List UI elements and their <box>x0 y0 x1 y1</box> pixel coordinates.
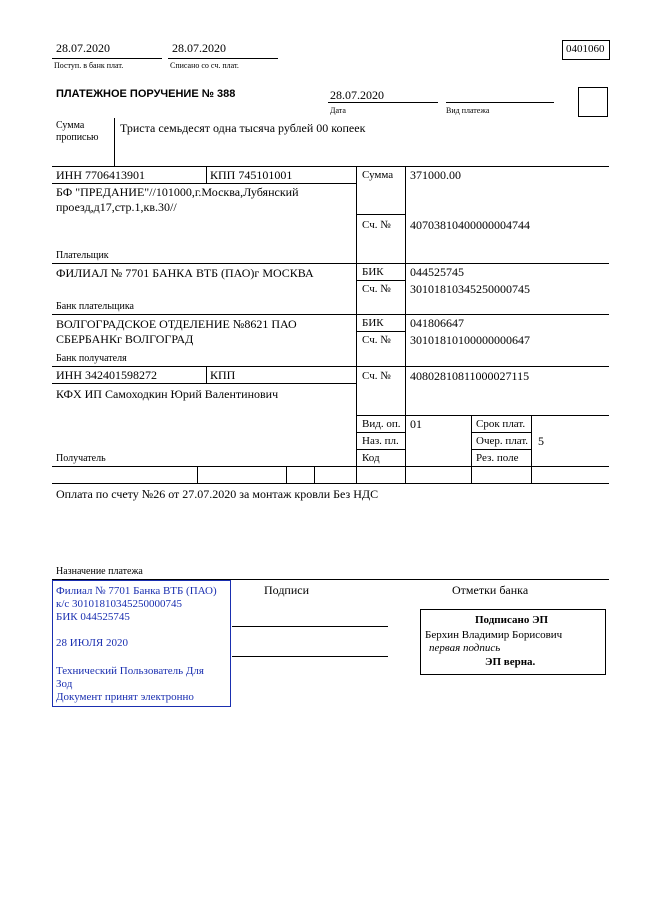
amount-words-divider <box>114 118 115 166</box>
payment-type-label: Вид платежа <box>446 106 490 115</box>
bank-stamp-bik: БИК 044525745 <box>56 611 130 623</box>
priority-value: 5 <box>538 434 544 448</box>
signature-line-2 <box>232 656 388 657</box>
payment-type-line <box>446 102 554 103</box>
grid-line-codes-1 <box>356 432 405 433</box>
signature-line-1 <box>232 626 388 627</box>
debited-date-line <box>168 58 278 59</box>
e-signature-title: Подписано ЭП <box>475 614 549 626</box>
received-date: 28.07.2020 <box>56 41 110 55</box>
grid-line-codes-top <box>356 415 609 416</box>
payer-bank-label: Банк плательщика <box>56 301 134 312</box>
grid-bottom-div-1 <box>197 466 198 483</box>
grid-line-codes-2 <box>356 449 405 450</box>
e-signature-status: ЭП верна. <box>485 656 536 668</box>
amount-words-label-2: прописью <box>56 132 99 143</box>
grid-bottom-div-2 <box>286 466 287 483</box>
payer-label: Плательщик <box>56 250 109 261</box>
payee-account: 40802810811000027115 <box>410 369 530 383</box>
bank-stamp-date: 28 ИЮЛЯ 2020 <box>56 637 128 649</box>
amount-label: Сумма <box>362 169 394 181</box>
grid-line-payee-bik <box>356 331 405 332</box>
payee-corr-account: 30101810100000000647 <box>410 333 530 347</box>
payee-bank-name-2: СБЕРБАНКг ВОЛГОГРАД <box>56 332 194 346</box>
grid-line-payer-bank <box>52 314 609 315</box>
grid-line-payee <box>52 466 609 467</box>
payer-account: 40703810400000004744 <box>410 218 530 232</box>
bank-stamp-accepted: Документ принят электронно <box>56 691 194 703</box>
grid-line-payer-bik <box>356 280 405 281</box>
signatures-label: Подписи <box>264 583 310 597</box>
payer-kpp: КПП 745101001 <box>210 168 293 182</box>
purpose-code-label: Наз. пл. <box>362 435 399 447</box>
payer-bik: 044525745 <box>410 265 464 279</box>
payer-corr-account: 30101810345250000745 <box>410 282 530 296</box>
e-signature-box <box>420 609 606 675</box>
debited-date: 28.07.2020 <box>172 41 226 55</box>
payee-kpp: КПП <box>210 368 236 382</box>
grid-line-inn <box>52 183 356 184</box>
purpose-label: Назначение платежа <box>56 566 143 577</box>
debited-date-label: Списано со сч. плат. <box>170 61 239 70</box>
payee-name: КФХ ИП Самоходкин Юрий Валентинович <box>56 387 279 401</box>
payer-name-2: проезд,д17,стр.1,кв.30// <box>56 200 177 214</box>
bank-stamp-corr: к/с 30101810345250000745 <box>56 598 183 610</box>
payee-bank-label: Банк получателя <box>56 353 127 364</box>
bank-marks-label: Отметки банка <box>452 583 529 597</box>
e-signature-role: первая подпись <box>429 642 501 654</box>
received-date-line <box>52 58 162 59</box>
grid-bottom-div-4 <box>356 466 357 483</box>
status-box <box>578 87 608 117</box>
grid-payer-kpp-divider <box>206 166 207 183</box>
payee-bik: 041806647 <box>410 316 464 330</box>
grid-payee-kpp-divider <box>206 366 207 383</box>
amount-words: Триста семьдесят одна тысяча рублей 00 копеек <box>120 121 366 135</box>
payer-bik-label: БИК <box>362 266 384 278</box>
term-label: Срок плат. <box>476 418 526 430</box>
payee-bik-label: БИК <box>362 317 384 329</box>
grid-bottom-div-6 <box>471 466 472 483</box>
payer-account-label: Сч. № <box>362 219 391 231</box>
grid-line-payer <box>52 263 609 264</box>
payee-inn: ИНН 342401598272 <box>56 368 157 382</box>
code-label: Код <box>362 452 380 464</box>
payee-account-label: Сч. № <box>362 370 391 382</box>
op-type-label: Вид. оп. <box>362 418 401 430</box>
document-date: 28.07.2020 <box>330 88 384 102</box>
grid-bottom-div-3 <box>314 466 315 483</box>
grid-line-codes-2b <box>471 449 531 450</box>
grid-line-bottom <box>52 483 609 484</box>
bank-stamp-user-2: Зод <box>56 678 73 690</box>
bank-stamp-user: Технический Пользователь Для <box>56 665 204 677</box>
received-date-label: Поступ. в банк плат. <box>54 61 124 70</box>
payer-corr-label: Сч. № <box>362 283 391 295</box>
amount-words-label: Сумма <box>56 120 85 131</box>
grid-line-amount <box>356 214 405 215</box>
payee-bank-name: ВОЛГОГРАДСКОЕ ОТДЕЛЕНИЕ №8621 ПАО <box>56 317 297 331</box>
grid-line-top <box>52 166 609 167</box>
form-code: 0401060 <box>566 43 605 55</box>
grid-col-labels <box>356 166 357 466</box>
payer-bank-name: ФИЛИАЛ № 7701 БАНКА ВТБ (ПАО)г МОСКВА <box>56 266 314 280</box>
payee-corr-label: Сч. № <box>362 334 391 346</box>
document-date-line <box>328 102 438 103</box>
priority-label: Очер. плат. <box>476 435 529 447</box>
form-code-box <box>562 40 610 60</box>
amount-value: 371000.00 <box>410 168 461 182</box>
op-type-value: 01 <box>410 417 422 431</box>
grid-line-codes-1b <box>471 432 531 433</box>
grid-line-payee-inn <box>52 383 356 384</box>
payee-label: Получатель <box>56 453 106 464</box>
payer-name: БФ "ПРЕДАНИЕ"//101000,г.Москва,Лубянский <box>56 185 299 199</box>
document-date-label: Дата <box>330 106 346 115</box>
bank-stamp <box>52 580 231 707</box>
bank-stamp-branch: Филиал № 7701 Банка ВТБ (ПАО) <box>56 585 217 597</box>
reserve-label: Рез. поле <box>476 452 519 464</box>
purpose-text: Оплата по счету №26 от 27.07.2020 за монтаж кровли Без НДС <box>56 487 379 501</box>
e-signature-signer: Берхин Владимир Борисович <box>425 629 563 641</box>
grid-codes-col-values <box>531 415 532 483</box>
document-title: ПЛАТЕЖНОЕ ПОРУЧЕНИЕ № 388 <box>56 88 236 100</box>
payer-inn: ИНН 7706413901 <box>56 168 145 182</box>
grid-bottom-div-5 <box>405 466 406 483</box>
grid-line-payee-bank <box>52 366 609 367</box>
grid-col-values <box>405 166 406 466</box>
